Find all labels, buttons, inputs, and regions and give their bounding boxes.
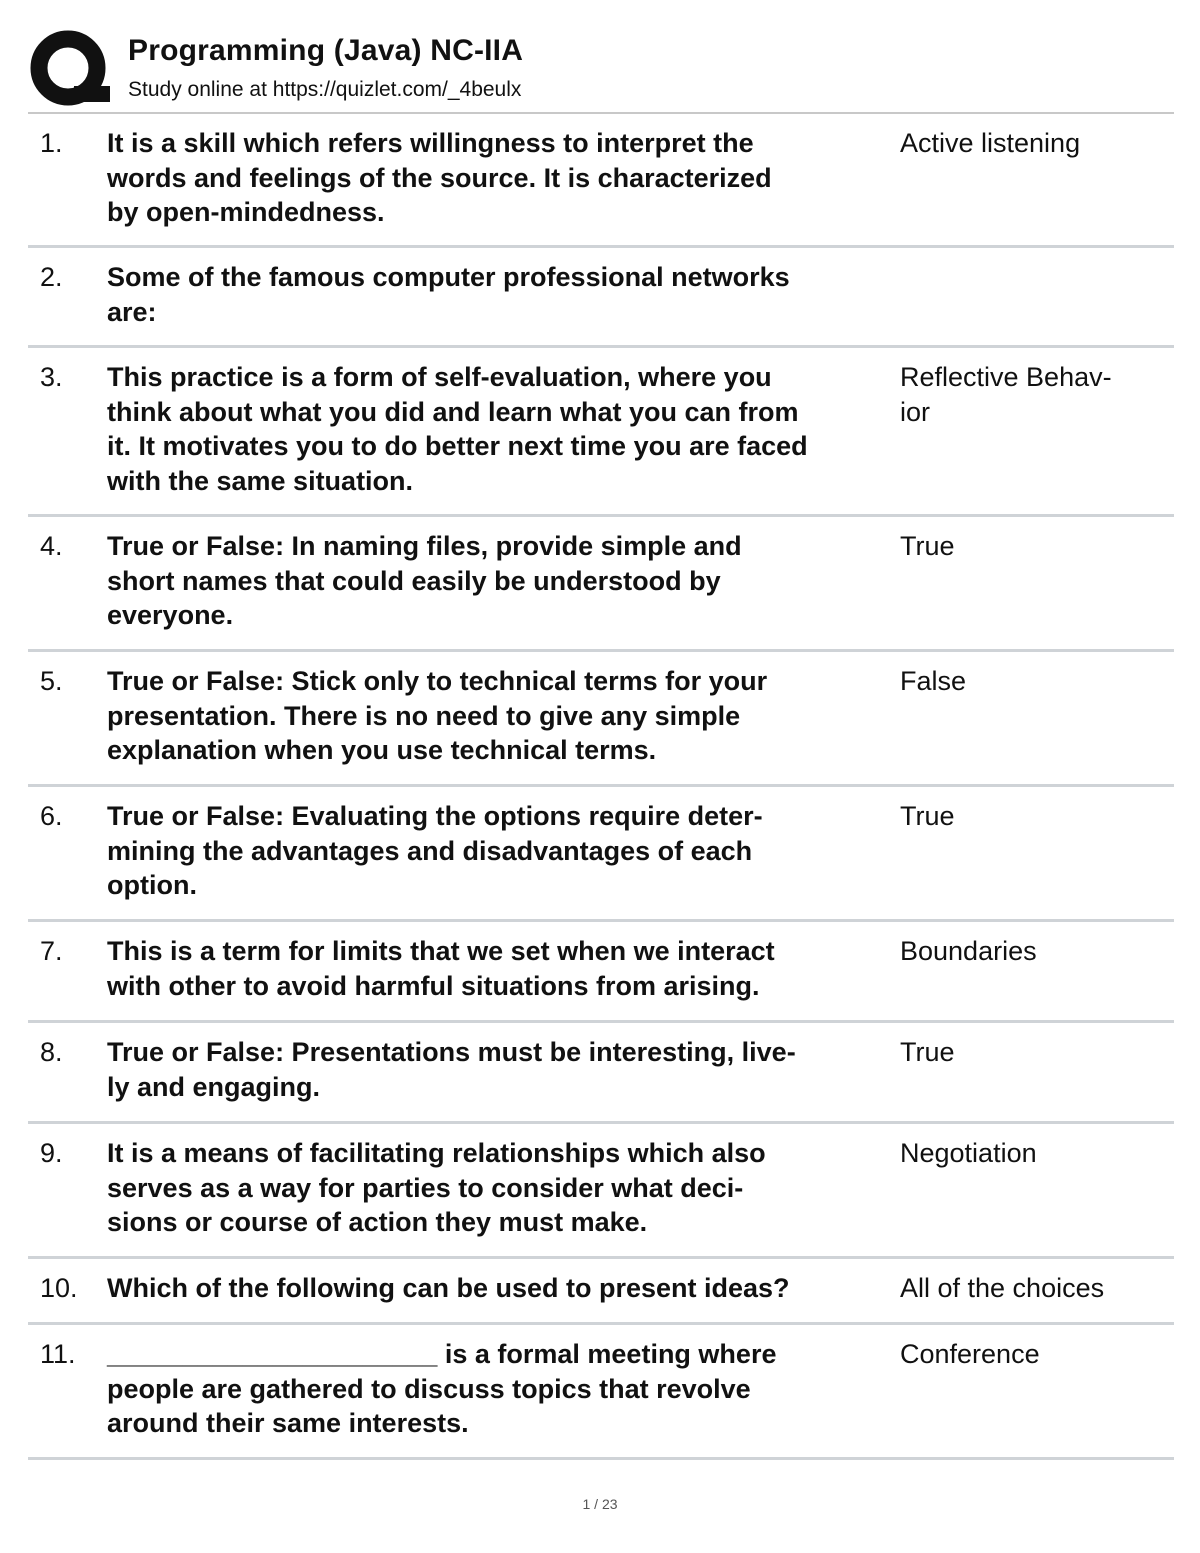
card-definition: True bbox=[900, 801, 955, 831]
flashcard-row bbox=[28, 1325, 1174, 1460]
flashcard-row bbox=[28, 114, 1174, 248]
card-number: 4. bbox=[40, 531, 63, 561]
card-number: 10. bbox=[40, 1273, 78, 1303]
card-definition: False bbox=[900, 666, 967, 696]
card-definition: All of the choices bbox=[900, 1273, 1105, 1303]
card-term: This practice is a form of self-evaluation, where you think about what you did and learn what you can from it. It motivates you to do better next time you are faced with the same situation. bbox=[107, 362, 808, 496]
card-term: True or False: In naming files, provide simple and short names that could easily be understood by everyone. bbox=[107, 531, 742, 630]
card-definition: True bbox=[900, 1037, 955, 1067]
card-number: 5. bbox=[40, 666, 63, 696]
document-title: Programming (Java) NC-IIA bbox=[128, 34, 524, 67]
document-header bbox=[30, 30, 1172, 110]
card-number: 7. bbox=[40, 936, 63, 966]
card-term: True or False: Evaluating the options require deter- mining the advantages and disadvantages of each option. bbox=[107, 801, 763, 900]
card-term: Some of the famous computer professional networks are: bbox=[107, 262, 790, 327]
quizlet-q-logo-icon bbox=[30, 30, 110, 110]
card-term: ______________________ is a formal meeting where people are gathered to discuss topics that revolve around their same interests. bbox=[107, 1339, 777, 1438]
flashcard-row bbox=[28, 248, 1174, 348]
page-indicator: 1 / 23 bbox=[582, 1496, 618, 1512]
flashcard-row bbox=[28, 1023, 1174, 1124]
flashcard-row bbox=[28, 652, 1174, 787]
card-number: 11. bbox=[40, 1339, 76, 1369]
flashcard-row bbox=[28, 922, 1174, 1023]
card-definition: Reflective Behav- ior bbox=[900, 362, 1112, 427]
card-definition: Boundaries bbox=[900, 936, 1037, 966]
study-online-link-text: Study online at https://quizlet.com/_4beulx bbox=[128, 78, 522, 101]
card-number: 9. bbox=[40, 1138, 63, 1168]
card-definition: Negotiation bbox=[900, 1138, 1037, 1168]
card-number: 8. bbox=[40, 1037, 63, 1067]
card-number: 3. bbox=[40, 362, 63, 392]
flashcard-row bbox=[28, 1259, 1174, 1325]
card-number: 6. bbox=[40, 801, 63, 831]
flashcard-row bbox=[28, 1124, 1174, 1259]
card-term: This is a term for limits that we set when we interact with other to avoid harmful situations from arising. bbox=[107, 936, 775, 1001]
card-term: True or False: Presentations must be interesting, live- ly and engaging. bbox=[107, 1037, 796, 1102]
card-definition: True bbox=[900, 531, 955, 561]
card-number: 1. bbox=[40, 128, 63, 158]
flashcard-row bbox=[28, 517, 1174, 652]
card-term: True or False: Stick only to technical terms for your presentation. There is no need to give any simple explanation when you use technical terms. bbox=[107, 666, 768, 765]
card-term: Which of the following can be used to present ideas? bbox=[107, 1273, 790, 1303]
card-definition: Active listening bbox=[900, 128, 1081, 158]
card-number: 2. bbox=[40, 262, 63, 292]
card-term: It is a skill which refers willingness to interpret the words and feelings of the source. It is characterized by open-mindedness. bbox=[107, 128, 772, 227]
card-term: It is a means of facilitating relationships which also serves as a way for parties to consider what deci- sions or course of action they must make. bbox=[107, 1138, 766, 1237]
card-definition: Conference bbox=[900, 1339, 1040, 1369]
flashcard-row bbox=[28, 787, 1174, 922]
flashcard-row bbox=[28, 348, 1174, 517]
flashcard-list bbox=[28, 114, 1174, 1460]
